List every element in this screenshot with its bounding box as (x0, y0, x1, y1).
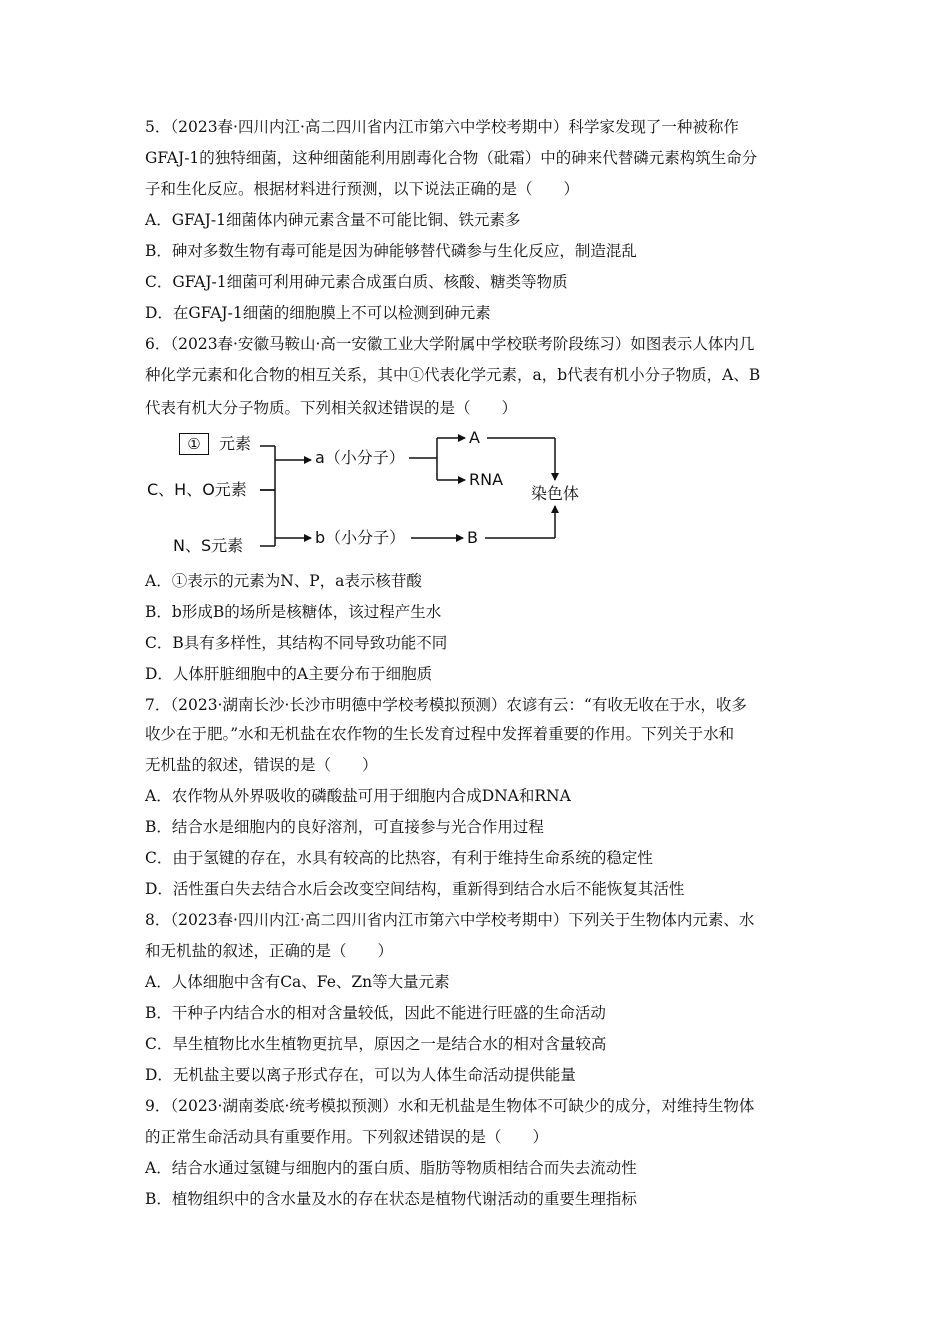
q9-option-a: A．结合水通过氢键与细胞内的蛋白质、脂肪等物质相结合而失去流动性 (145, 1159, 637, 1177)
q6-option-a: A．①表示的元素为N、P，a表示核苷酸 (145, 572, 422, 590)
q5-stem-line-2: GFAJ-1的独特细菌，这种细菌能利用剧毒化合物（砒霜）中的砷来代替磷元素构筑生命分 (145, 149, 758, 167)
q7-option-a: A．农作物从外界吸收的磷酸盐可用于细胞内合成DNA和RNA (145, 787, 571, 805)
q8-option-c: C．旱生植物比水生植物更抗旱，原因之一是结合水的相对含量较高 (145, 1035, 607, 1053)
q6-stem-line-1: 6．（2023春·安徽马鞍山·高一安徽工业大学附属中学校联考阶段练习）如图表示人体内几 (145, 335, 755, 353)
q7-option-b: B．结合水是细胞内的良好溶剂，可直接参与光合作用过程 (145, 818, 544, 836)
q5-option-a: A．GFAJ-1细菌体内砷元素含量不可能比铜、铁元素多 (145, 211, 521, 229)
q6-option-d: D．人体肝脏细胞中的A主要分布于细胞质 (145, 665, 433, 683)
label-macromolecule-B: B (467, 528, 478, 547)
q8-stem-line-1: 8．（2023春·四川内江·高二四川省内江市第六中学校考期中）下列关于生物体内元素、水 (145, 911, 755, 929)
label-rna: RNA (469, 470, 504, 489)
q5-option-b: B．砷对多数生物有毒可能是因为砷能够替代磷参与生化反应，制造混乱 (145, 242, 637, 260)
q6-option-b: B．b形成B的场所是核糖体，该过程产生水 (145, 603, 442, 621)
label-a-small-molecule: a（小分子） (315, 448, 405, 467)
q7-option-c: C．由于氢键的存在，水具有较高的比热容，有利于维持生命系统的稳定性 (145, 849, 653, 867)
label-elements: 元素 (219, 434, 252, 453)
q6-option-c: C．B具有多样性，其结构不同导致功能不同 (145, 634, 448, 652)
q8-option-a: A．人体细胞中含有Ca、Fe、Zn等大量元素 (145, 973, 450, 991)
label-chromosome: 染色体 (531, 484, 580, 503)
label-macromolecule-A: A (469, 428, 480, 447)
element-compound-diagram (145, 424, 825, 564)
q7-stem-line-3: 无机盐的叙述，错误的是（ ） (145, 756, 378, 774)
q8-option-b: B．干种子内结合水的相对含量较低，因此不能进行旺盛的生命活动 (145, 1004, 606, 1022)
q7-option-d: D．活性蛋白失去结合水后会改变空间结构，重新得到结合水后不能恢复其活性 (145, 880, 685, 898)
q5-option-d: D．在GFAJ-1细菌的细胞膜上不可以检测到砷元素 (145, 304, 491, 322)
q5-option-c: C．GFAJ-1细菌可利用砷元素合成蛋白质、核酸、糖类等物质 (145, 273, 568, 291)
q9-stem-line-2: 的正常生命活动具有重要作用。下列叙述错误的是（ ） (145, 1128, 549, 1146)
label-cho-elements: C、H、O元素 (147, 480, 247, 499)
q6-stem-line-2: 种化学元素和化合物的相互关系，其中①代表化学元素，a，b代表有机小分子物质，A、B (145, 366, 761, 384)
q6-stem-line-3: 代表有机大分子物质。下列相关叙述错误的是（ ） (145, 399, 518, 417)
q8-stem-line-2: 和无机盐的叙述，正确的是（ ） (145, 942, 394, 960)
q9-option-b: B．植物组织中的含水量及水的存在状态是植物代谢活动的重要生理指标 (145, 1190, 637, 1208)
q5-stem-line-1: 5．（2023春·四川内江·高二四川省内江市第六中学校考期中）科学家发现了一种被称作 (145, 118, 739, 136)
q9-stem-line-1: 9．（2023·湖南娄底·统考模拟预测）水和无机盐是生物体不可缺少的成分，对维持生物体 (145, 1097, 755, 1115)
q5-stem-line-3: 子和生化反应。根据材料进行预测，以下说法正确的是（ ） (145, 180, 580, 198)
q7-stem-line-2: 收少在于肥。”水和无机盐在农作物的生长发育过程中发挥着重要的作用。下列关于水和 (145, 725, 735, 743)
q7-stem-line-1: 7．（2023·湖南长沙·长沙市明德中学校考模拟预测）农谚有云：“有收无收在于水，收多 (145, 696, 747, 714)
element-one-box: ① (179, 433, 209, 455)
q8-option-d: D．无机盐主要以离子形式存在，可以为人体生命活动提供能量 (145, 1066, 576, 1084)
label-b-small-molecule: b（小分子） (315, 528, 406, 547)
label-ns-elements: N、S元素 (173, 536, 244, 555)
